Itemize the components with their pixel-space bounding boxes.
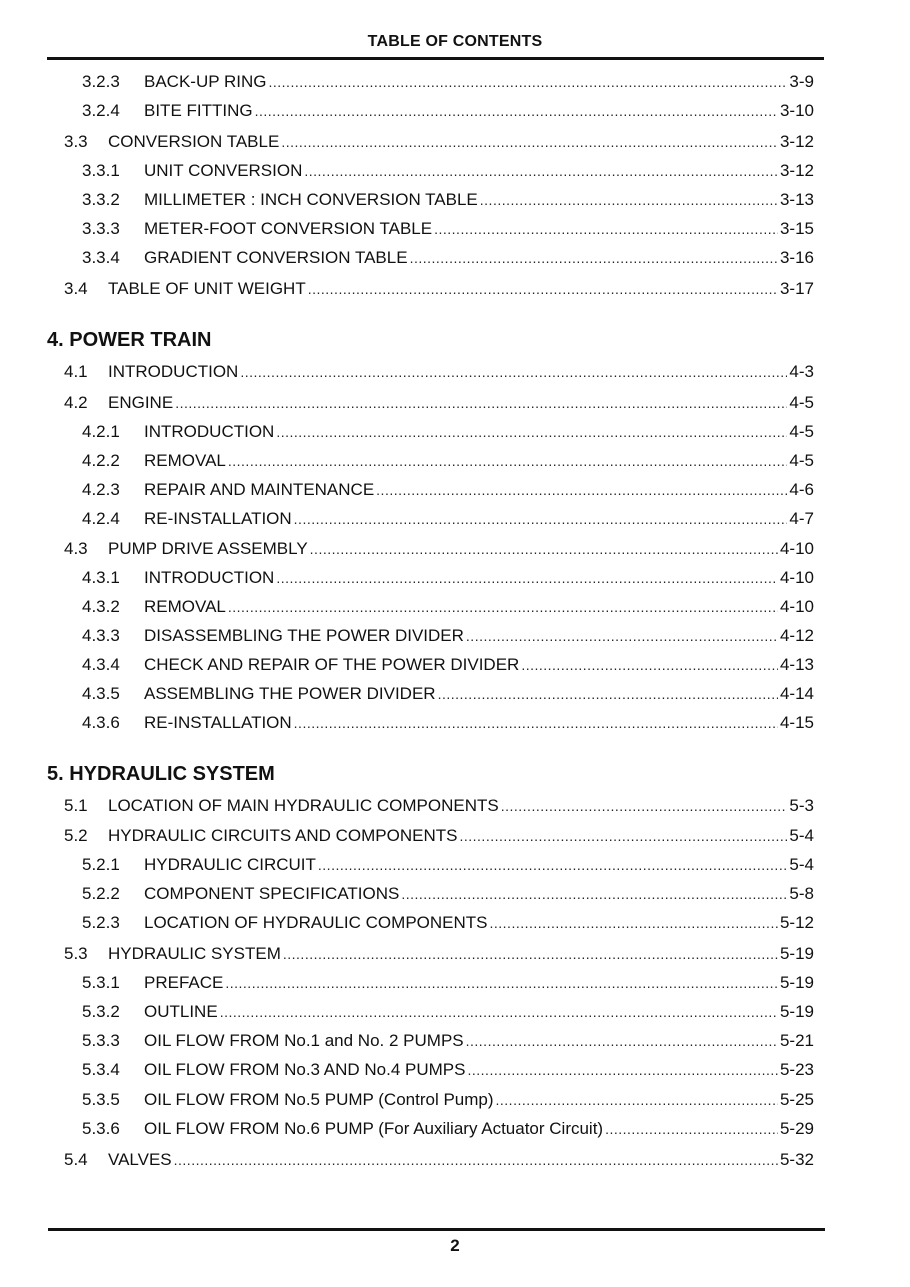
toc-entry[interactable]	[64, 393, 814, 413]
entry-page: 3-9	[789, 72, 814, 91]
toc-entry[interactable]	[82, 480, 814, 500]
leader-dots	[281, 134, 778, 150]
entry-page: 5-19	[779, 1002, 814, 1021]
toc-entry[interactable]	[82, 973, 814, 993]
toc-entry[interactable]	[82, 161, 814, 181]
entry-number: 3.3.4	[82, 248, 120, 267]
entry-number: 3.2.4	[82, 101, 120, 120]
entry-page: 5-12	[779, 913, 814, 932]
leader-dots	[466, 1033, 778, 1049]
leader-dots	[605, 1121, 778, 1137]
toc-entry[interactable]	[64, 796, 814, 816]
entry-page: 5-19	[779, 944, 814, 963]
leader-dots	[304, 163, 778, 179]
entry-title: ENGINE	[108, 393, 174, 412]
toc-entry[interactable]	[64, 132, 814, 152]
entry-title: OUTLINE	[144, 1002, 218, 1021]
entry-page: 5-21	[779, 1031, 814, 1050]
entry-number: 4.3	[64, 539, 88, 558]
entry-page: 4-5	[789, 393, 814, 412]
leader-dots	[269, 74, 788, 90]
entry-page: 3-12	[779, 161, 814, 180]
entry-number: 4.2.3	[82, 480, 120, 499]
leader-dots	[294, 715, 778, 731]
entry-title: ASSEMBLING THE POWER DIVIDER	[144, 684, 436, 703]
entry-page: 3-16	[779, 248, 814, 267]
leader-dots	[276, 424, 787, 440]
entry-page: 4-12	[779, 626, 814, 645]
toc-entry[interactable]	[64, 362, 814, 382]
leader-dots	[294, 511, 788, 527]
entry-title: BITE FITTING	[144, 101, 253, 120]
entry-number: 5.3.3	[82, 1031, 120, 1050]
leader-dots	[228, 453, 788, 469]
section-heading: 4. POWER TRAIN	[47, 329, 212, 351]
entry-title: BACK-UP RING	[144, 72, 267, 91]
entry-number: 5.3.1	[82, 973, 120, 992]
toc-entry[interactable]	[82, 1119, 814, 1139]
entry-page: 5-4	[789, 826, 814, 845]
entry-number: 4.2.2	[82, 451, 120, 470]
entry-page: 4-5	[789, 422, 814, 441]
entry-title: OIL FLOW FROM No.6 PUMP (For Auxiliary Actuator Circuit)	[144, 1119, 604, 1138]
toc-entry[interactable]	[82, 913, 814, 933]
entry-title: LOCATION OF MAIN HYDRAULIC COMPONENTS	[108, 796, 499, 815]
entry-page: 5-25	[779, 1090, 814, 1109]
leader-dots	[310, 541, 778, 557]
entry-title: COMPONENT SPECIFICATIONS	[144, 884, 400, 903]
entry-page: 5-29	[779, 1119, 814, 1138]
entry-number: 5.2.2	[82, 884, 120, 903]
entry-number: 3.4	[64, 279, 88, 298]
entry-page: 4-10	[779, 568, 814, 587]
toc-entry[interactable]	[82, 1031, 814, 1051]
entry-title: INTRODUCTION	[108, 362, 239, 381]
toc-entry[interactable]	[82, 190, 814, 210]
toc-entry[interactable]	[82, 219, 814, 239]
toc-entry[interactable]	[64, 279, 814, 299]
leader-dots	[175, 395, 787, 411]
entry-page: 4-14	[779, 684, 814, 703]
entry-number: 5.1	[64, 796, 88, 815]
entry-number: 4.2	[64, 393, 88, 412]
entry-title: HYDRAULIC SYSTEM	[108, 944, 281, 963]
entry-number: 4.2.1	[82, 422, 120, 441]
entry-title: GRADIENT CONVERSION TABLE	[144, 248, 408, 267]
entry-number: 3.3.2	[82, 190, 120, 209]
entry-page: 5-4	[789, 855, 814, 874]
entry-page: 5-3	[789, 796, 814, 815]
page-number: 2	[450, 1236, 460, 1255]
toc-entry[interactable]	[64, 1150, 814, 1170]
toc-entry[interactable]	[82, 422, 814, 442]
entry-page: 3-17	[779, 279, 814, 298]
leader-dots	[480, 192, 778, 208]
entry-title: REPAIR AND MAINTENANCE	[144, 480, 375, 499]
entry-page: 5-8	[789, 884, 814, 903]
toc-entry[interactable]	[64, 944, 814, 964]
entry-number: 5.3.4	[82, 1060, 120, 1079]
entry-page: 4-6	[789, 480, 814, 499]
toc-entry[interactable]	[82, 1090, 814, 1110]
entry-title: INTRODUCTION	[144, 568, 275, 587]
entry-number: 4.3.4	[82, 655, 120, 674]
entry-page: 3-15	[779, 219, 814, 238]
leader-dots	[276, 570, 778, 586]
toc-entry[interactable]	[82, 568, 814, 588]
leader-dots	[459, 828, 787, 844]
footer-rule	[48, 1228, 825, 1231]
leader-dots	[240, 364, 787, 380]
leader-dots	[283, 946, 778, 962]
entry-page: 3-12	[779, 132, 814, 151]
entry-title: HYDRAULIC CIRCUIT	[144, 855, 316, 874]
entry-page: 4-5	[789, 451, 814, 470]
entry-page: 4-3	[789, 362, 814, 381]
leader-dots	[220, 1004, 778, 1020]
entry-number: 3.3.1	[82, 161, 120, 180]
entry-number: 5.3.2	[82, 1002, 120, 1021]
leader-dots	[434, 221, 778, 237]
entry-page: 4-7	[789, 509, 814, 528]
leader-dots	[490, 915, 778, 931]
entry-page: 5-32	[779, 1150, 814, 1169]
entry-number: 5.2.3	[82, 913, 120, 932]
toc-entry[interactable]	[82, 1002, 814, 1022]
entry-number: 5.3	[64, 944, 88, 963]
leader-dots	[225, 975, 778, 991]
toc-entry[interactable]	[82, 1060, 814, 1080]
entry-title: INTRODUCTION	[144, 422, 275, 441]
entry-title: PREFACE	[144, 973, 224, 992]
entry-title: CHECK AND REPAIR OF THE POWER DIVIDER	[144, 655, 520, 674]
toc-entry[interactable]	[82, 684, 814, 704]
entry-number: 4.3.2	[82, 597, 120, 616]
entry-title: OIL FLOW FROM No.5 PUMP (Control Pump)	[144, 1090, 494, 1109]
entry-number: 4.3.3	[82, 626, 120, 645]
entry-title: LOCATION OF HYDRAULIC COMPONENTS	[144, 913, 488, 932]
entry-page: 4-15	[779, 713, 814, 732]
leader-dots	[401, 886, 787, 902]
entry-number: 4.3.5	[82, 684, 120, 703]
entry-page: 5-23	[779, 1060, 814, 1079]
entry-title: MILLIMETER : INCH CONVERSION TABLE	[144, 190, 478, 209]
entry-page: 5-19	[779, 973, 814, 992]
toc-entry[interactable]	[64, 826, 814, 846]
entry-title: REMOVAL	[144, 451, 226, 470]
toc-entry[interactable]	[82, 884, 814, 904]
entry-title: PUMP DRIVE ASSEMBLY	[108, 539, 308, 558]
leader-dots	[501, 798, 788, 814]
entry-title: HYDRAULIC CIRCUITS AND COMPONENTS	[108, 826, 458, 845]
leader-dots	[521, 657, 778, 673]
entry-title: REMOVAL	[144, 597, 226, 616]
entry-title: OIL FLOW FROM No.3 AND No.4 PUMPS	[144, 1060, 466, 1079]
entry-number: 3.2.3	[82, 72, 120, 91]
entry-number: 4.1	[64, 362, 88, 381]
entry-page: 3-10	[779, 101, 814, 120]
leader-dots	[255, 103, 778, 119]
header-rule	[47, 57, 824, 60]
entry-number: 4.3.1	[82, 568, 120, 587]
leader-dots	[308, 281, 778, 297]
entry-page: 4-13	[779, 655, 814, 674]
entry-title: OIL FLOW FROM No.1 and No. 2 PUMPS	[144, 1031, 464, 1050]
entry-title: RE-INSTALLATION	[144, 509, 292, 528]
entry-title: METER-FOOT CONVERSION TABLE	[144, 219, 433, 238]
entry-number: 5.2	[64, 826, 88, 845]
entry-title: DISASSEMBLING THE POWER DIVIDER	[144, 626, 464, 645]
entry-number: 5.3.6	[82, 1119, 120, 1138]
toc-entry[interactable]	[82, 101, 814, 121]
leader-dots	[174, 1152, 778, 1168]
toc-entry[interactable]	[82, 509, 814, 529]
toc-entry[interactable]	[82, 451, 814, 471]
toc-entry[interactable]	[82, 855, 814, 875]
toc-entry[interactable]	[82, 713, 814, 733]
entry-title: RE-INSTALLATION	[144, 713, 292, 732]
leader-dots	[496, 1092, 778, 1108]
entry-title: VALVES	[108, 1150, 172, 1169]
page-title: TABLE OF CONTENTS	[367, 33, 543, 50]
entry-number: 4.3.6	[82, 713, 120, 732]
entry-number: 3.3.3	[82, 219, 120, 238]
entry-number: 4.2.4	[82, 509, 120, 528]
leader-dots	[468, 1062, 778, 1078]
leader-dots	[466, 628, 778, 644]
entry-title: TABLE OF UNIT WEIGHT	[108, 279, 306, 298]
entry-page: 3-13	[779, 190, 814, 209]
toc-entry[interactable]	[64, 539, 814, 559]
entry-title: CONVERSION TABLE	[108, 132, 280, 151]
entry-number: 3.3	[64, 132, 88, 151]
toc-entry[interactable]	[82, 72, 814, 92]
leader-dots	[228, 599, 778, 615]
toc-entry[interactable]	[82, 248, 814, 268]
leader-dots	[438, 686, 778, 702]
leader-dots	[318, 857, 788, 873]
entry-number: 5.3.5	[82, 1090, 120, 1109]
leader-dots	[376, 482, 787, 498]
toc-entry[interactable]	[82, 626, 814, 646]
section-heading: 5. HYDRAULIC SYSTEM	[47, 763, 275, 785]
leader-dots	[410, 250, 778, 266]
toc-entry[interactable]	[82, 597, 814, 617]
entry-title: UNIT CONVERSION	[144, 161, 303, 180]
entry-page: 4-10	[779, 539, 814, 558]
toc-entry[interactable]	[82, 655, 814, 675]
entry-number: 5.2.1	[82, 855, 120, 874]
entry-number: 5.4	[64, 1150, 88, 1169]
entry-page: 4-10	[779, 597, 814, 616]
